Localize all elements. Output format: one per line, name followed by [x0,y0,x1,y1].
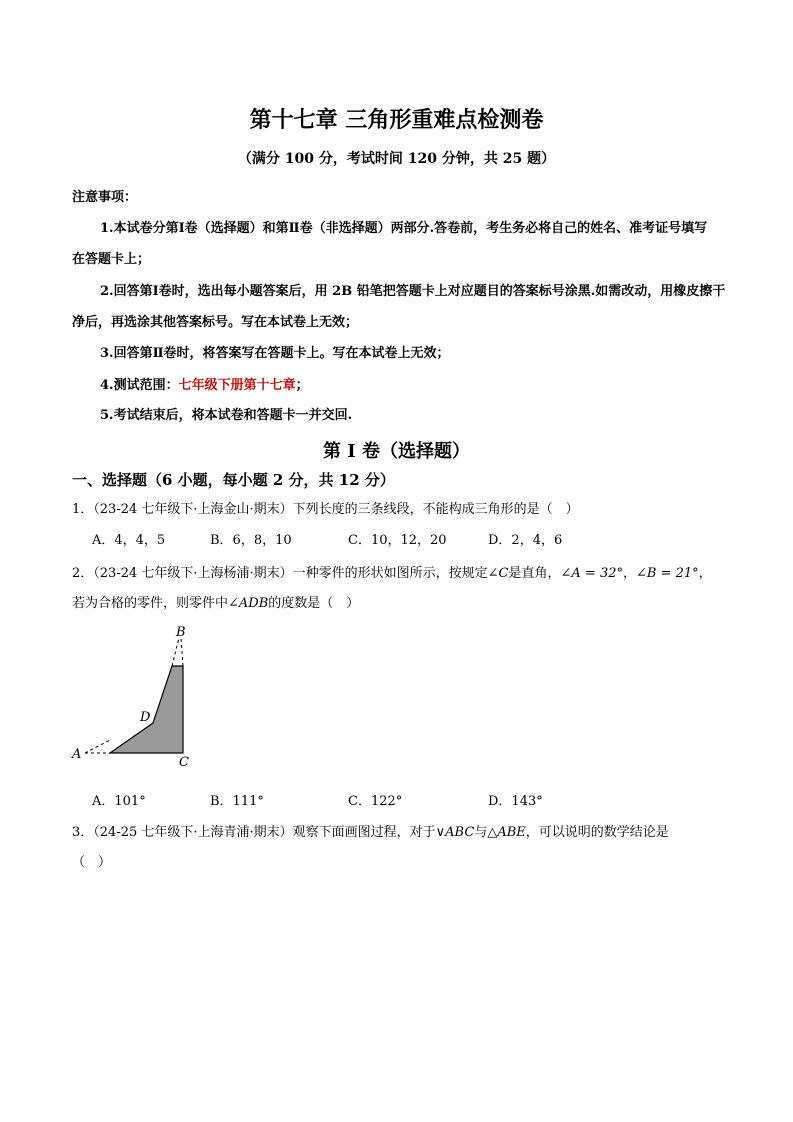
q1-option-b: B．6，8，10 [210,533,292,548]
q2-line2-b: 的度数是（ ） [268,596,360,611]
q2-angle-a: ∠A = 32° [560,566,623,581]
q2-label-d: D [140,710,151,725]
q2-angle-b: ∠B = 21° [636,566,699,581]
q2-stem-c: ， [698,566,712,581]
q3-stem-line-2: （ ） [72,855,112,870]
section-title: 第 I 卷（选择题） [323,441,470,462]
q2-option-c: C．122° [348,794,403,809]
q1-option-a: A．4，4，5 [92,533,166,548]
q2-dashed-b-right [181,638,183,666]
q2-label-c: C [179,755,189,770]
q2-option-b: B．111° [210,794,264,809]
q2-option-d: D．143° [488,794,543,809]
note-1-line-1: 1.本试卷分第Ⅰ卷（选择题）和第Ⅱ卷（非选择题）两部分.答卷前，考生务必将自己的姓名、准考证号填写 [100,221,708,236]
q3-stem-line-1 [72,821,669,840]
q2-stem-a: 2．（23-24 七年级下·上海杨浦·期末）一种零件的形状如图所示，按规定 [72,566,488,581]
notes-heading: 注意事项： [72,190,138,205]
q2-dashed-a-top [85,740,110,753]
q2-option-a: A．101° [92,794,146,809]
q2-stem-line-1 [72,562,712,581]
q3-triangle-abc: ∨ABC [435,825,475,840]
q2-line2-a: 若为合格的零件，则零件中 [72,596,229,611]
page-subtitle: （满分 100 分，考试时间 120 分钟，共 25 题） [237,151,556,167]
q3-stem-b: ，可以说明的数学结论是 [525,825,669,840]
q2-dashed-b-left [172,638,179,666]
note-2-line-2: 净后，再选涂其他答案标号。写在本试卷上无效； [72,315,359,330]
q2-label-a: A [72,747,82,762]
q1-option-c: C．10，12，20 [348,533,447,548]
note-3: 3.回答第Ⅱ卷时，将答案写在答题卡上。写在本试卷上无效； [100,346,450,361]
q2-angle-c: ∠C [487,566,509,581]
note-2-line-1: 2.回答第Ⅰ卷时，选出每小题答案后，用 2B 铅笔把答题卡上对应题目的答案标号涂黑.如需改动，用橡皮擦干 [100,284,726,299]
q3-mid: 与 [474,825,488,840]
note-4-suffix: ； [295,378,309,393]
q2-label-b: B [176,625,186,640]
q2-stem-b: 是直角， [508,566,561,581]
part1-heading: 一、选择题（6 小题，每小题 2 分，共 12 分） [72,471,395,489]
note-5: 5.考试结束后，将本试卷和答题卡一并交回. [100,408,353,423]
q3-triangle-abe: △ABE [487,825,526,840]
q2-figure [60,620,210,770]
note-4 [100,374,309,393]
test-scope: 七年级下册第十七章 [178,378,296,393]
page-title: 第十七章 三角形重难点检测卷 [249,107,544,133]
q1-stem: 1．（23-24 七年级下·上海金山·期末）下列长度的三条线段，不能构成三角形的是（ ） [72,502,579,517]
q2-sep: ， [623,566,637,581]
q2-stem-line-2 [72,592,359,611]
note-4-prefix: 4.测试范围： [100,378,179,393]
q2-angle-adb: ∠ADB [228,596,269,611]
note-1-line-2: 在答题卡上； [72,252,151,267]
q1-option-d: D．2，4，6 [488,533,563,548]
q3-stem-a: 3．（24-25 七年级下·上海青浦·期末）观察下面画图过程，对于 [72,825,436,840]
